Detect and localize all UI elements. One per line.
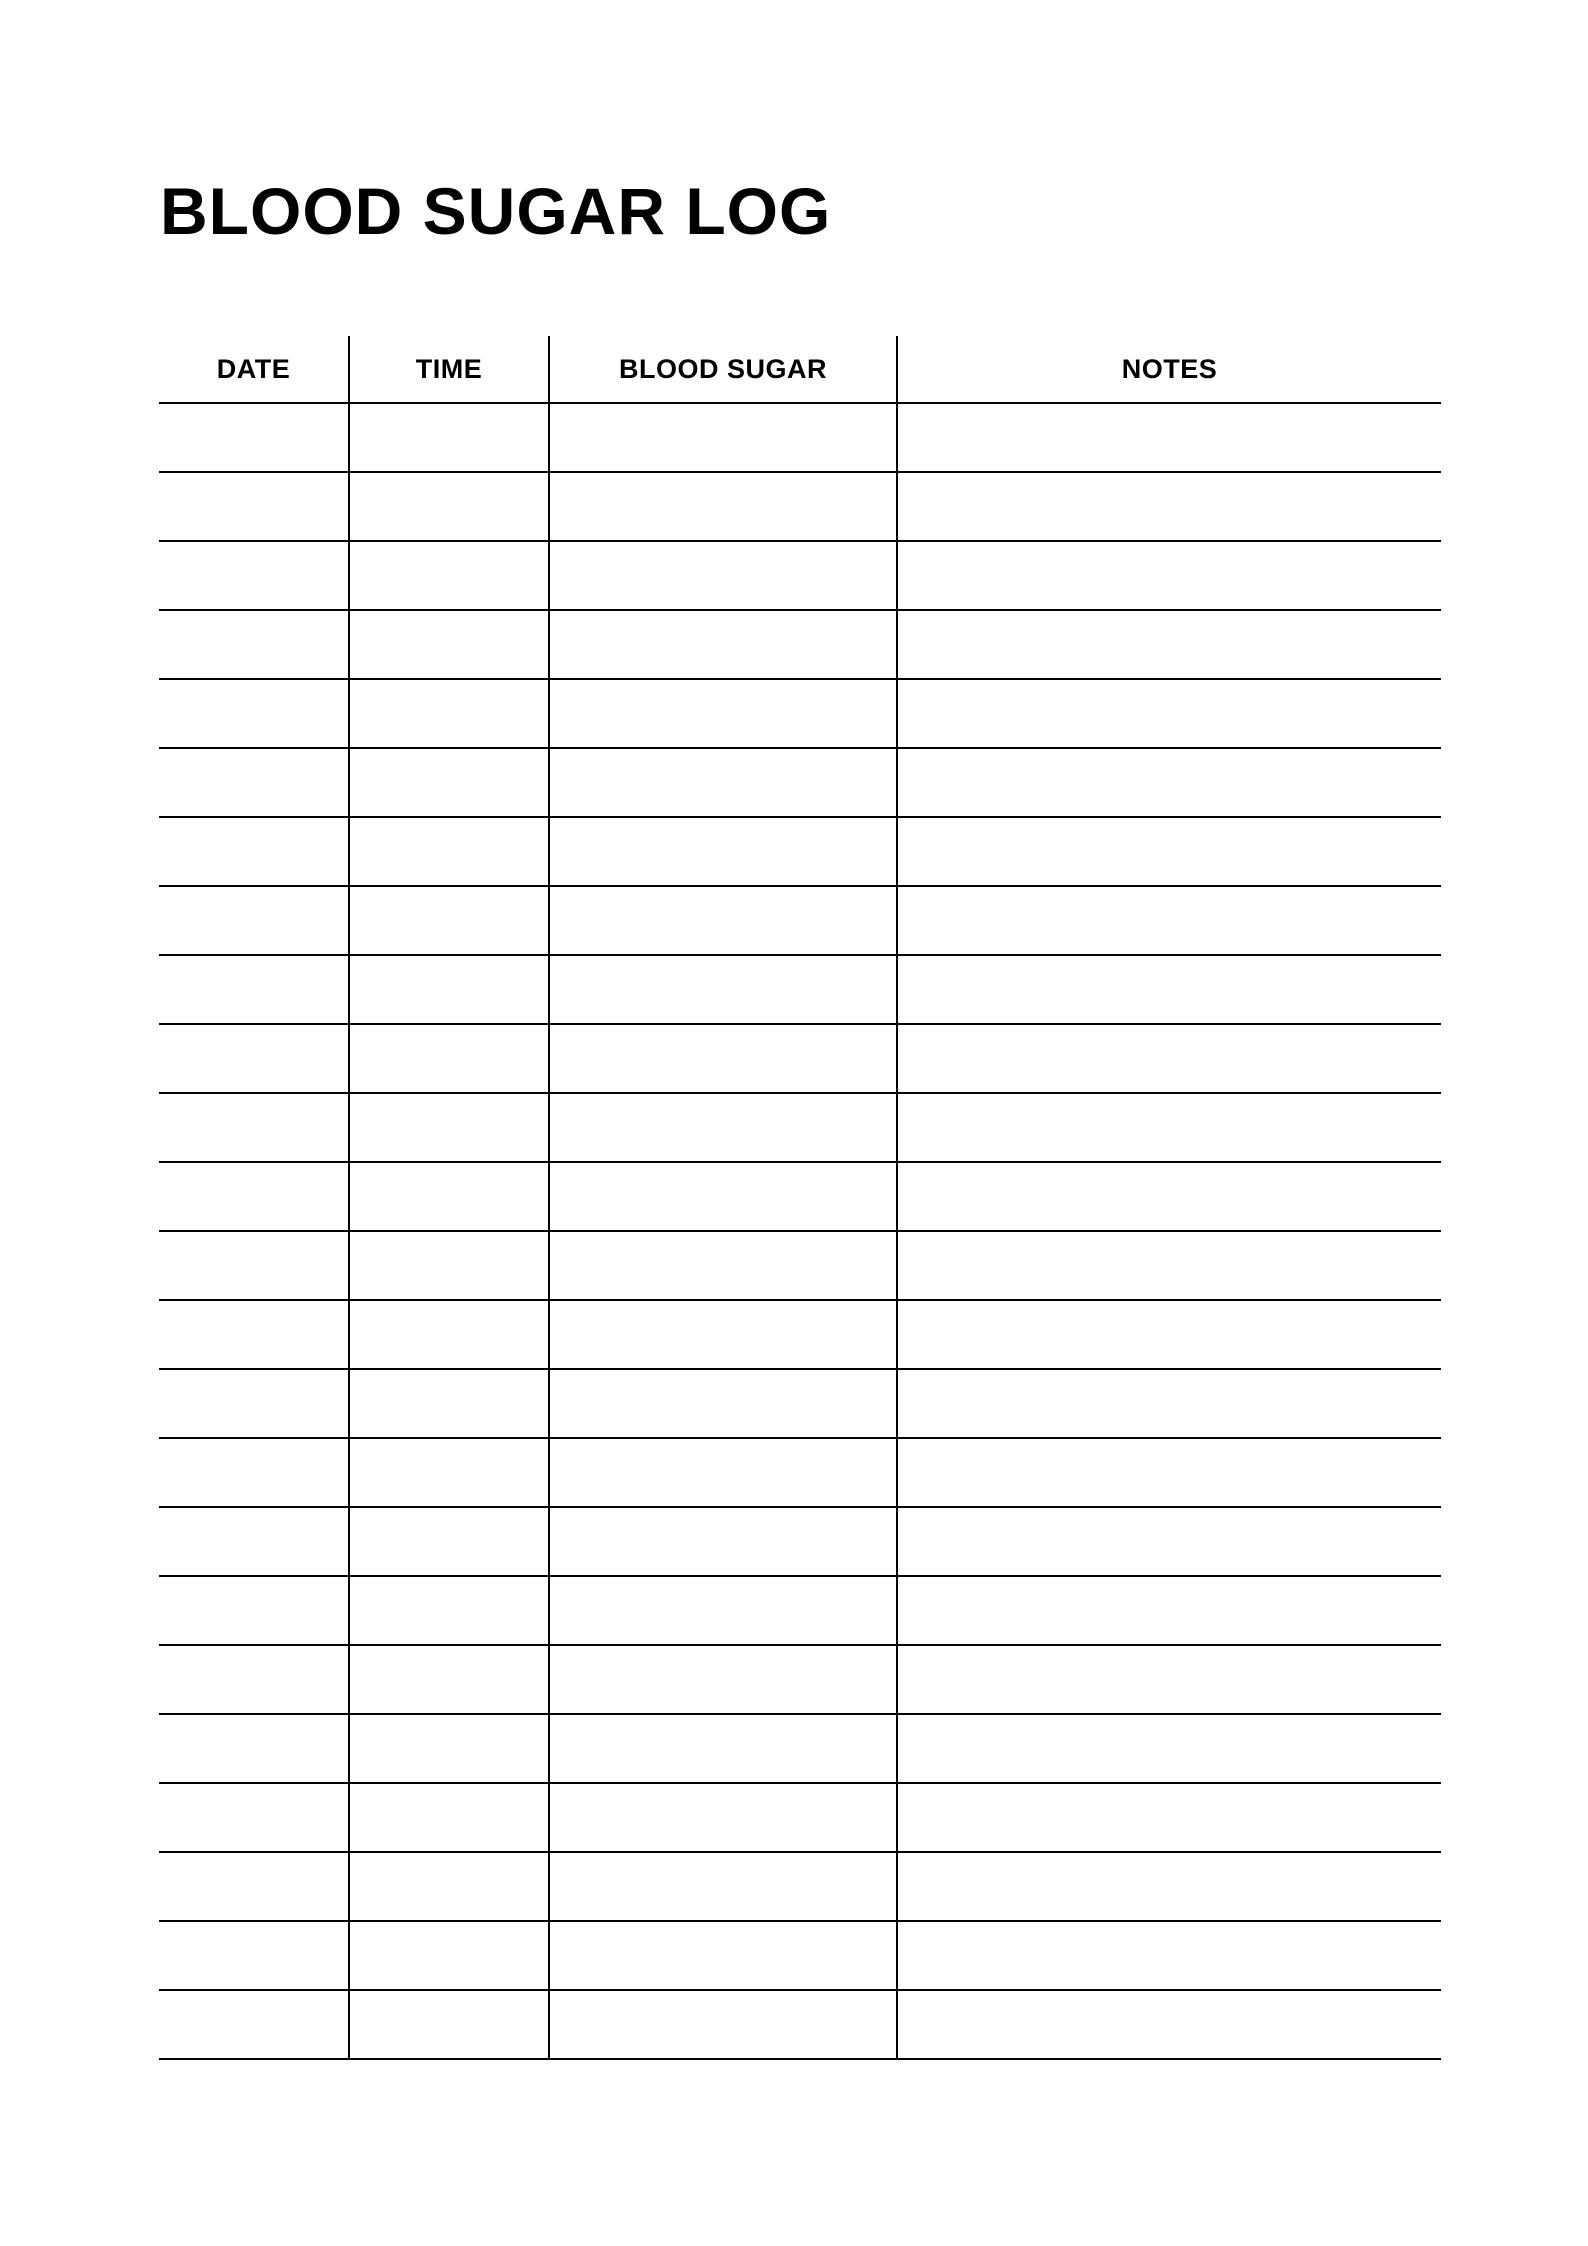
time-cell[interactable] [349,679,549,748]
date-cell[interactable] [159,1162,349,1231]
table-row [159,472,1441,541]
blood-sugar-cell[interactable] [549,1162,897,1231]
date-cell[interactable] [159,817,349,886]
time-cell[interactable] [349,610,549,679]
notes-cell[interactable] [897,886,1441,955]
blood-sugar-cell[interactable] [549,1507,897,1576]
date-cell[interactable] [159,1024,349,1093]
table-row [159,1645,1441,1714]
date-cell[interactable] [159,1852,349,1921]
column-header-notes: NOTES [897,336,1441,403]
blood-sugar-cell[interactable] [549,541,897,610]
time-cell[interactable] [349,748,549,817]
table-row [159,1852,1441,1921]
notes-cell[interactable] [897,1438,1441,1507]
time-cell[interactable] [349,1024,549,1093]
date-cell[interactable] [159,1300,349,1369]
date-cell[interactable] [159,679,349,748]
date-cell[interactable] [159,1093,349,1162]
date-cell[interactable] [159,610,349,679]
notes-cell[interactable] [897,1990,1441,2059]
blood-sugar-cell[interactable] [549,1300,897,1369]
table-row [159,610,1441,679]
time-cell[interactable] [349,817,549,886]
date-cell[interactable] [159,472,349,541]
blood-sugar-cell[interactable] [549,1990,897,2059]
table-row [159,1783,1441,1852]
notes-cell[interactable] [897,1783,1441,1852]
table-row [159,1369,1441,1438]
notes-cell[interactable] [897,955,1441,1024]
blood-sugar-cell[interactable] [549,1231,897,1300]
notes-cell[interactable] [897,1507,1441,1576]
time-cell[interactable] [349,1438,549,1507]
table-row [159,1507,1441,1576]
notes-cell[interactable] [897,1300,1441,1369]
notes-cell[interactable] [897,541,1441,610]
time-cell[interactable] [349,1300,549,1369]
blood-sugar-cell[interactable] [549,1369,897,1438]
time-cell[interactable] [349,472,549,541]
column-header-time: TIME [349,336,549,403]
blood-sugar-cell[interactable] [549,679,897,748]
notes-cell[interactable] [897,748,1441,817]
date-cell[interactable] [159,955,349,1024]
blood-sugar-cell[interactable] [549,472,897,541]
notes-cell[interactable] [897,1093,1441,1162]
table-row [159,541,1441,610]
table-row [159,748,1441,817]
notes-cell[interactable] [897,1024,1441,1093]
date-cell[interactable] [159,1783,349,1852]
blood-sugar-cell[interactable] [549,817,897,886]
table-body [159,403,1441,2059]
notes-cell[interactable] [897,1576,1441,1645]
blood-sugar-cell[interactable] [549,1783,897,1852]
time-cell[interactable] [349,1990,549,2059]
date-cell[interactable] [159,1231,349,1300]
notes-cell[interactable] [897,1852,1441,1921]
blood-sugar-cell[interactable] [549,403,897,472]
notes-cell[interactable] [897,1369,1441,1438]
time-cell[interactable] [349,1231,549,1300]
time-cell[interactable] [349,1714,549,1783]
time-cell[interactable] [349,886,549,955]
table-row [159,1024,1441,1093]
table-header-row [159,336,1441,403]
blood-sugar-cell[interactable] [549,1852,897,1921]
date-cell[interactable] [159,1438,349,1507]
notes-cell[interactable] [897,403,1441,472]
table-row [159,1714,1441,1783]
blood-sugar-cell[interactable] [549,1438,897,1507]
time-cell[interactable] [349,541,549,610]
blood-sugar-cell[interactable] [549,886,897,955]
notes-cell[interactable] [897,472,1441,541]
time-cell[interactable] [349,403,549,472]
table-row [159,1300,1441,1369]
notes-cell[interactable] [897,1714,1441,1783]
date-cell[interactable] [159,1921,349,1990]
notes-cell[interactable] [897,1231,1441,1300]
column-header-blood-sugar: BLOOD SUGAR [549,336,897,403]
page-title: BLOOD SUGAR LOG [160,174,832,248]
table-row [159,403,1441,472]
notes-cell[interactable] [897,610,1441,679]
date-cell[interactable] [159,541,349,610]
date-cell[interactable] [159,1369,349,1438]
blood-sugar-cell[interactable] [549,748,897,817]
table-row [159,1921,1441,1990]
table-row [159,1162,1441,1231]
time-cell[interactable] [349,1645,549,1714]
notes-cell[interactable] [897,1921,1441,1990]
date-cell[interactable] [159,886,349,955]
time-cell[interactable] [349,1507,549,1576]
column-header-date: DATE [159,336,349,403]
time-cell[interactable] [349,1576,549,1645]
date-cell[interactable] [159,1990,349,2059]
date-cell[interactable] [159,1645,349,1714]
table-row [159,1093,1441,1162]
date-cell[interactable] [159,1576,349,1645]
table-row [159,817,1441,886]
notes-cell[interactable] [897,817,1441,886]
time-cell[interactable] [349,955,549,1024]
time-cell[interactable] [349,1369,549,1438]
blood-sugar-cell[interactable] [549,1714,897,1783]
notes-cell[interactable] [897,679,1441,748]
table-row [159,1990,1441,2059]
blood-sugar-cell[interactable] [549,1093,897,1162]
time-cell[interactable] [349,1852,549,1921]
blood-sugar-cell[interactable] [549,1645,897,1714]
table-row [159,1438,1441,1507]
date-cell[interactable] [159,748,349,817]
table-row [159,1231,1441,1300]
table-row [159,886,1441,955]
time-cell[interactable] [349,1921,549,1990]
time-cell[interactable] [349,1093,549,1162]
notes-cell[interactable] [897,1162,1441,1231]
blood-sugar-cell[interactable] [549,610,897,679]
date-cell[interactable] [159,1714,349,1783]
blood-sugar-cell[interactable] [549,955,897,1024]
table-row [159,1576,1441,1645]
time-cell[interactable] [349,1162,549,1231]
blood-sugar-cell[interactable] [549,1921,897,1990]
date-cell[interactable] [159,403,349,472]
date-cell[interactable] [159,1507,349,1576]
time-cell[interactable] [349,1783,549,1852]
blood-sugar-cell[interactable] [549,1024,897,1093]
blood-sugar-cell[interactable] [549,1576,897,1645]
table-row [159,679,1441,748]
notes-cell[interactable] [897,1645,1441,1714]
table-row [159,955,1441,1024]
blood-sugar-log-table [159,336,1441,2060]
